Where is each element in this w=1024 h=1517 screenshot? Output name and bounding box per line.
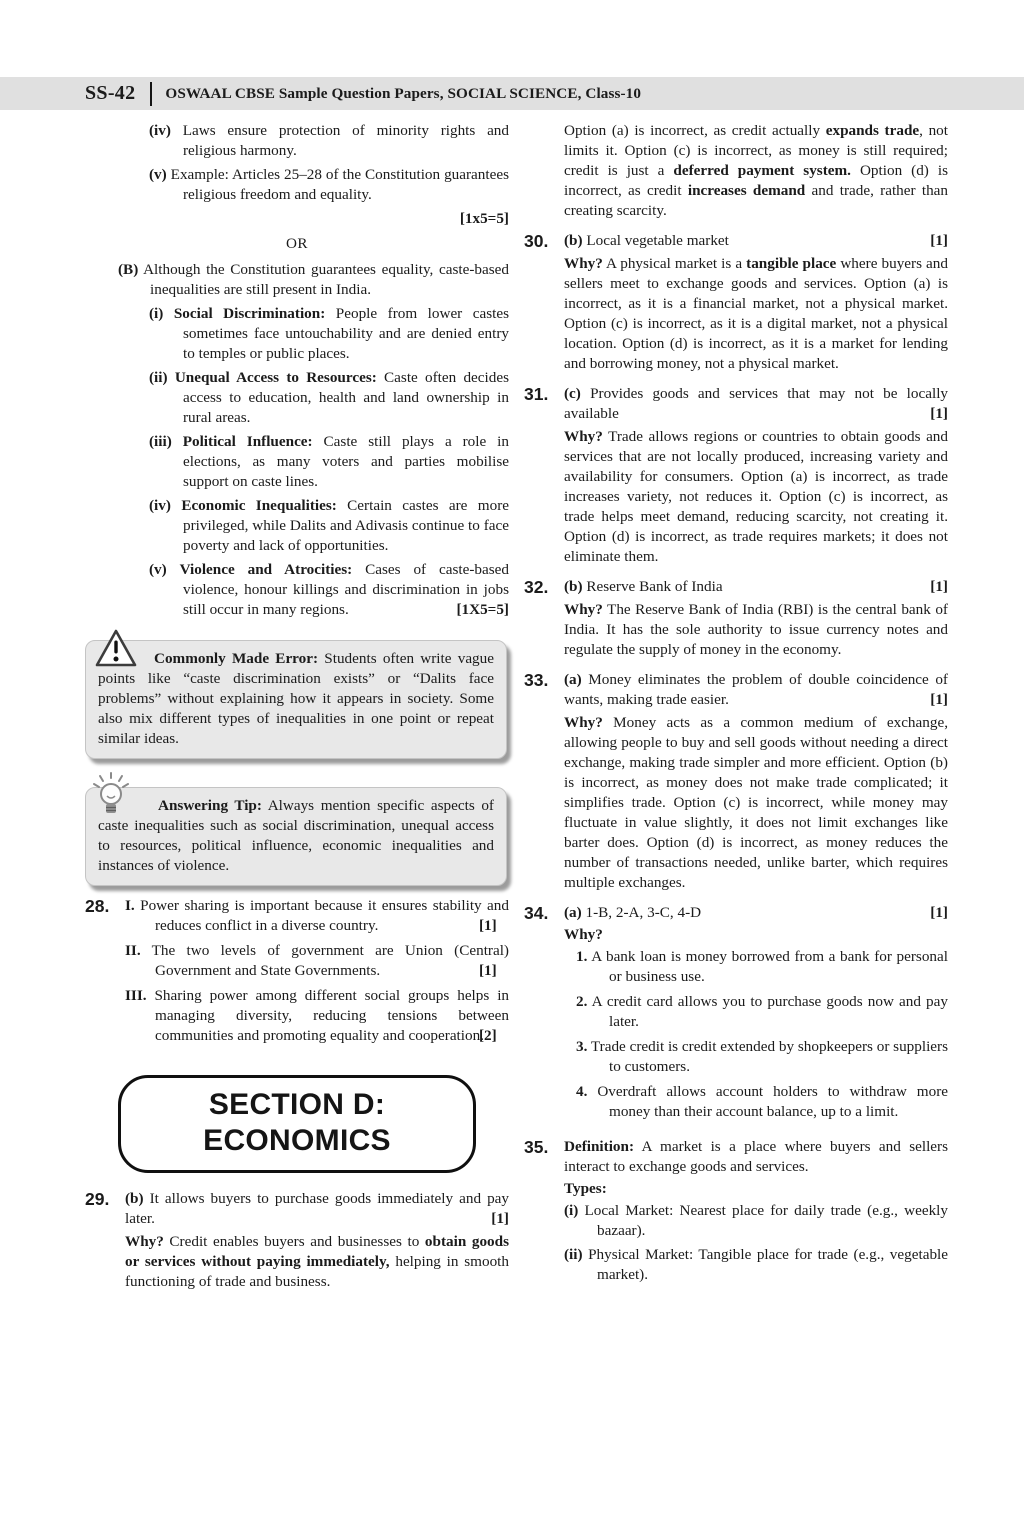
answer-option-line: (b) Reserve Bank of India [1] [564, 578, 948, 595]
item-label: (i) [564, 1202, 579, 1219]
question-body [125, 896, 509, 1051]
content-columns [0, 110, 1024, 1292]
option-label: (c) [564, 385, 581, 402]
question-number: 31. [524, 384, 549, 404]
b-sub-item-4 [149, 496, 509, 556]
item-label: (i) [149, 305, 164, 322]
answer-option-line: (a) Money eliminates the problem of double coincidence of wants, making trade easier. [1] [564, 671, 948, 708]
option-label: (a) [564, 904, 582, 921]
item-label: II. [125, 942, 141, 959]
error-box-head: Commonly Made Error: [154, 650, 319, 667]
page-header [0, 77, 1024, 110]
definition-line: Definition: A market is a place where buyers and sellers interact to exchange goods and services. [564, 1138, 948, 1175]
question-body [564, 670, 948, 893]
item-label: 2. [576, 993, 588, 1010]
why-explanation: Why? The Reserve Bank of India (RBI) is the central bank of India. It has the sole authority to issue currency notes and regulate the supply of money in the economy. [564, 601, 948, 658]
question-body [564, 231, 948, 374]
marks-label: [1] [930, 691, 948, 708]
question-number: 29. [85, 1189, 110, 1209]
page [0, 77, 1024, 1292]
item-label: 4. [576, 1083, 588, 1100]
q34-list-item-4: 4. Overdraft allows account holders to withdraw more money than their account balance, up to a limit. [576, 1083, 949, 1120]
marks-label: [1] [930, 405, 948, 422]
answer-option-line: (c) Provides goods and services that may not be locally available [1] [564, 385, 949, 422]
question-number: 34. [524, 903, 549, 923]
question-body [564, 577, 948, 660]
question-body [564, 903, 948, 1127]
question-33 [524, 670, 948, 893]
question-number: 35. [524, 1137, 549, 1157]
question-35 [524, 1137, 948, 1289]
item-text: Example: Articles 25–28 of the Constitution guarantees religious freedom and equality. [170, 166, 510, 203]
q28-item-2: II. The two levels of government are Union (Central) Government and State Governments. [1] [125, 942, 509, 979]
left-column [85, 121, 509, 1292]
item-text: Caste still plays a role in elections, as many voters and parties mobilise support on caste lines. [183, 433, 509, 490]
why-label: Why? [564, 926, 603, 943]
commonly-made-error-box [85, 640, 507, 759]
answer-item-iv [149, 121, 509, 161]
question-34 [524, 903, 948, 1127]
item-head: Unequal Access to Resources: [174, 369, 377, 386]
tip-box-text: Answering Tip: Always mention specific aspects of caste inequalities such as social discrimination, unequal access to resources, political influence, economic inequalities and instances of violence. [98, 797, 494, 874]
item-head: Political Influence: [182, 433, 313, 450]
item-label: (ii) [564, 1246, 583, 1263]
item-label: (B) [118, 261, 139, 278]
item-head: Social Discrimination: [173, 305, 326, 322]
question-body [564, 384, 948, 567]
question-number: 30. [524, 231, 549, 251]
why-explanation: Why? Money acts as a common medium of exchange, allowing people to buy and sell goods without needing a direct exchange, making trade simpler and more efficient. Option (b) is incorrect, as money does not make trade complicated; it simplifies trade. Option (c) is incorrect, while money may fluctuate in value slightly, it does not limit exchanges like barter does. Option (d) is incorrect, as money reduces the number of transactions needed, unlike barter, which requires multiple exchanges. [564, 714, 948, 891]
item-head: Violence and Atrocities: [179, 561, 353, 578]
b-sub-item-2 [149, 368, 509, 428]
item-head: Economic Inequalities: [181, 497, 337, 514]
question-30 [524, 231, 948, 374]
marks-label: [1] [491, 1210, 509, 1227]
question-28 [85, 896, 509, 1051]
q28-item-1: I. Power sharing is important because it ensures stability and reduces conflict in a diverse country. [1] [125, 897, 509, 934]
item-label: III. [125, 987, 147, 1004]
error-box-text: Commonly Made Error: Students often write vague points like “caste discrimination exists” or “Dalits face problems” without explaining how it appears in society. Some also mix different types of inequalities in one point or repeat similar ideas. [98, 650, 494, 747]
answer-part-b [118, 260, 509, 300]
right-column [524, 121, 948, 1292]
b-sub-item-5 [149, 560, 509, 620]
q35-type-1: (i) Local Market: Nearest place for daily trade (e.g., weekly bazaar). [564, 1202, 948, 1239]
page-number: SS-42 [85, 82, 136, 104]
question-32 [524, 577, 948, 660]
marks-label: [1] [930, 904, 948, 921]
q34-list-item-3: 3. Trade credit is credit extended by shopkeepers or suppliers to customers. [576, 1038, 949, 1075]
marks-label: [1x5=5] [459, 210, 509, 227]
item-label: I. [125, 897, 135, 914]
warning-triangle-icon [94, 628, 138, 674]
answering-tip-box [85, 787, 507, 886]
item-label: (iv) [149, 497, 171, 514]
option-label: (b) [564, 578, 583, 595]
item-text: Certain castes are more privileged, while Dalits and Adivasis continue to face poverty and lack of opportunities. [183, 497, 509, 554]
item-label: (iii) [149, 433, 172, 450]
q35-type-2: (ii) Physical Market: Tangible place for trade (e.g., vegetable market). [564, 1246, 948, 1283]
answer-option-line: (b) It allows buyers to purchase goods immediately and pay later. [1] [125, 1190, 510, 1227]
header-divider [150, 82, 152, 106]
why-explanation: Why? Trade allows regions or countries to obtain goods and services that are not locally produced, increasing variety and availability for consumers. Option (a) is incorrect, as trade increases variety, not reduces it. Option (c) is incorrect, as trade helps meet demand, reducing scarcity, not creating it. Option (d) is incorrect, as trade requires markets; it does not eliminate them. [564, 428, 948, 565]
item-label: (v) [149, 166, 167, 183]
answer-option-line: (a) 1-B, 2-A, 3-C, 4-D [1] [564, 904, 948, 921]
section-d-heading [118, 1075, 476, 1173]
b-sub-item-3 [149, 432, 509, 492]
item-text: Although the Constitution guarantees equality, caste-based inequalities are still present in India. [143, 261, 509, 298]
q28-item-3: III. Sharing power among different social groups helps in managing diversity, reducing tensions between communities and promoting equality and cooperation. [2] [125, 987, 510, 1044]
item-text: Laws ensure protection of minority rights and religious harmony. [182, 122, 509, 159]
b-sub-item-1 [149, 304, 509, 364]
item-text: People from lower castes sometimes face untouchability and are denied entry to temples or public places. [183, 305, 510, 362]
why-explanation: Why? Credit enables buyers and businesses to obtain goods or services without paying immediately, helping in smooth functioning of trade and business. [125, 1233, 510, 1290]
q34-list-item-2: 2. A credit card allows you to purchase goods now and pay later. [576, 993, 948, 1030]
book-title: OSWAAL CBSE Sample Question Papers, SOCIAL SCIENCE, Class-10 [165, 84, 642, 102]
types-label: Types: [564, 1180, 607, 1197]
question-number: 33. [524, 670, 549, 690]
question-body [564, 1137, 948, 1289]
item-text: Caste often decides access to education, health and land ownership in rural areas. [183, 369, 510, 426]
option-label: (b) [125, 1190, 144, 1207]
item-label: (v) [149, 561, 167, 578]
item-label: (iv) [149, 122, 171, 139]
option-label: (b) [564, 232, 583, 249]
question-31 [524, 384, 948, 567]
item-label: 3. [576, 1038, 588, 1055]
continued-explanation: Option (a) is incorrect, as credit actually expands trade, not limits it. Option (c) is incorrect, as money is still required; credit is just a deferred payment system. Option (d) is incorrect, as credit increases demand and trade, rather than creating scarcity. [564, 122, 948, 219]
tip-box-head: Answering Tip: [158, 797, 262, 814]
item-label: 1. [576, 948, 588, 965]
question-29 [85, 1189, 509, 1292]
q34-list-item-1: 1. A bank loan is money borrowed from a bank for personal or business use. [576, 948, 948, 985]
question-body [125, 1189, 509, 1292]
why-explanation: Why? A physical market is a tangible place where buyers and sellers meet to exchange goods and services. Option (a) is incorrect, as it is a financial market, not a physical market. Option (c) is incorrect, as it is a digital market, not a physical location. Option (d) is incorrect, as it is a market for lending and borrowing money, not a physical market. [564, 255, 948, 372]
lightbulb-icon [88, 771, 134, 825]
section-title-line-1: SECTION D: [208, 1088, 386, 1121]
answer-item-v [149, 165, 509, 205]
answer-option-line: (b) Local vegetable market [1] [564, 232, 948, 249]
marks-label: [1] [930, 578, 948, 595]
question-number: 28. [85, 896, 110, 916]
marks-label: [1] [930, 232, 948, 249]
section-title-line-2: ECONOMICS [203, 1124, 391, 1157]
or-separator: OR [285, 235, 309, 252]
question-number: 32. [524, 577, 549, 597]
item-label: (ii) [149, 369, 168, 386]
item-text: Cases of caste-based violence, honour killings and discrimination in jobs still occur in many regions. [183, 561, 509, 618]
marks-label: [1X5=5] [456, 601, 509, 618]
option-label: (a) [564, 671, 582, 688]
